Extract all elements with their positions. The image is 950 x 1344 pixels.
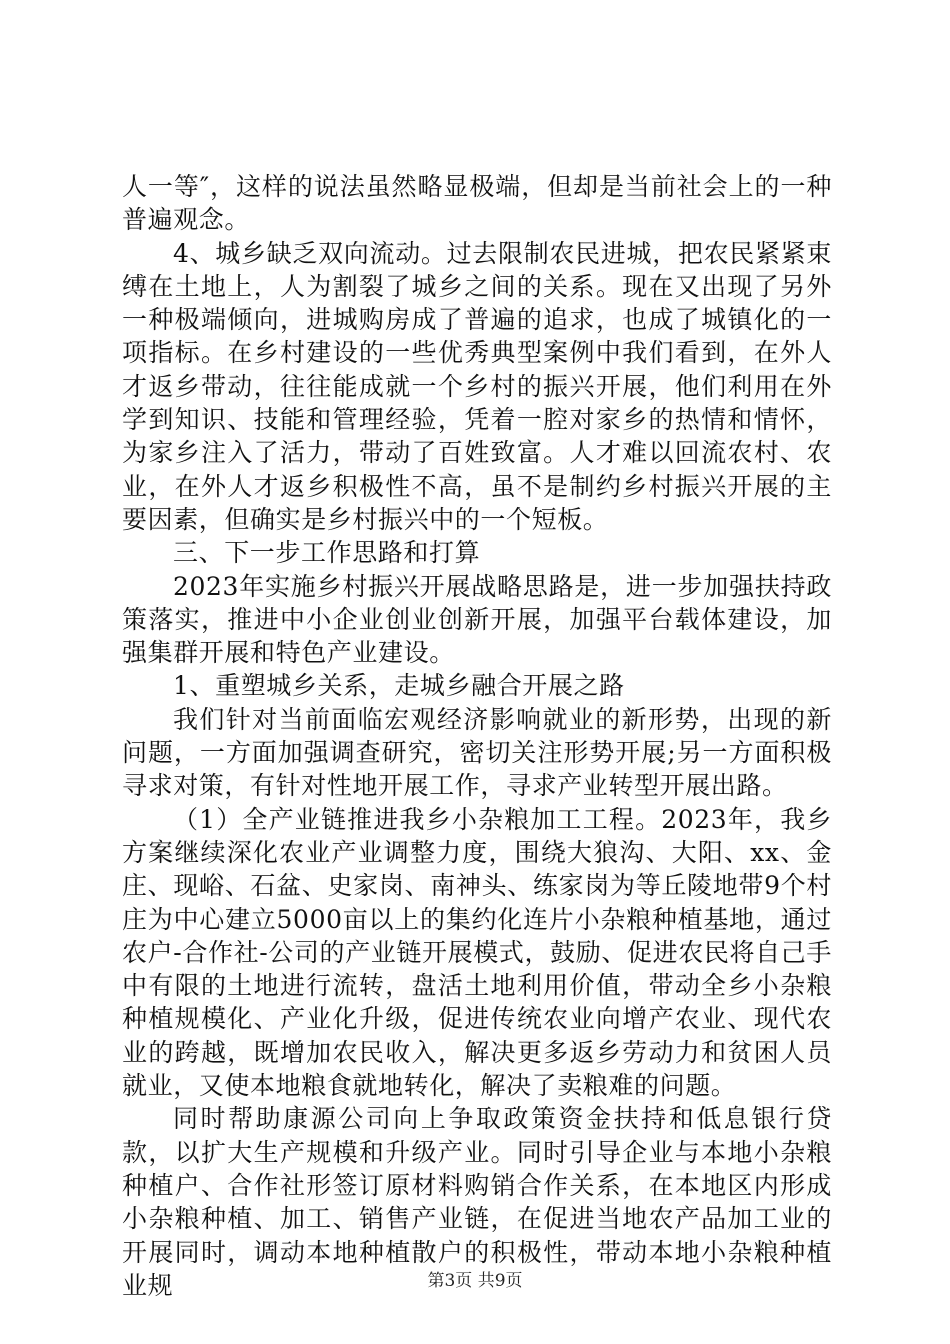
section-heading-next-steps: 三、下一步工作思路和打算 [173,538,481,568]
document-body [122,170,832,1302]
paragraph-strategy-2023: 2023年实施乡村振兴开展战略思路是，进一步加强扶持政策落实，推进中小企业创业创新开展，加强平台载体建设，加强集群开展和特色产业建设。 [122,571,832,668]
page-number-footer: 第3页 共9页 [427,1271,523,1291]
paragraph-kangyuan-support: 同时帮助康源公司向上争取政策资金扶持和低息银行贷款，以扩大生产规模和升级产业。同时引导企业与本地小杂粮种植户、合作社形签订原材料购销合作关系，在本地区内形成小杂粮种植、加工、销售产业链，在促进当地农产品加工业的开展同时，调动本地种植散户的积极性，带动本地小杂粮种植业规 [122,1104,832,1300]
paragraph-continuation: 人一等″，这样的说法虽然略显极端，但却是当前社会上的一种普遍观念。 [122,172,832,235]
paragraph-urban-rural-flow: 4、城乡缺乏双向流动。过去限制农民进城，把农民紧紧束缚在土地上，人为割裂了城乡之间的关系。现在又出现了另外一种极端倾向，进城购房成了普遍的追求，也成了城镇化的一项指标。在乡村建设的一些优秀典型案例中我们看到，在外人才返乡带动，往往能成就一个乡村的振兴开展，他们利用在外学到知识、技能和管理经验，凭着一腔对家乡的热情和情怀，为家乡注入了活力，带动了百姓致富。人才难以回流农村、农业，在外人才返乡积极性不高，虽不是制约乡村振兴开展的主要因素，但确实是乡村振兴中的一个短板。 [122,238,832,534]
subheading-reshape-relations: 1、重塑城乡关系，走城乡融合开展之路 [173,671,625,701]
paragraph-grain-processing: （1）全产业链推进我乡小杂粮加工工程。2023年，我乡方案继续深化农业产业调整力度，围绕大狼沟、大阳、xx、金庄、现峪、石盆、史家岗、南神头、练家岗为等丘陵地带9个村庄为中心建立5000亩以上的集约化连片小杂粮种植基地，通过农户-合作社-公司的产业链开展模式，鼓励、促进农民将自己手中有限的土地进行流转，盘活土地利用价值，带动全乡小杂粮种植规模化、产业化升级，促进传统农业向增产农业、现代农业的跨越，既增加农民收入，解决更多返乡劳动力和贫困人员就业，又使本地粮食就地转化，解决了卖粮难的问题。 [122,804,832,1101]
paragraph-new-situation: 我们针对当前面临宏观经济影响就业的新形势，出现的新问题，一方面加强调查研究，密切关注形势开展;另一方面积极寻求对策，有针对性地开展工作，寻求产业转型开展出路。 [122,704,832,801]
